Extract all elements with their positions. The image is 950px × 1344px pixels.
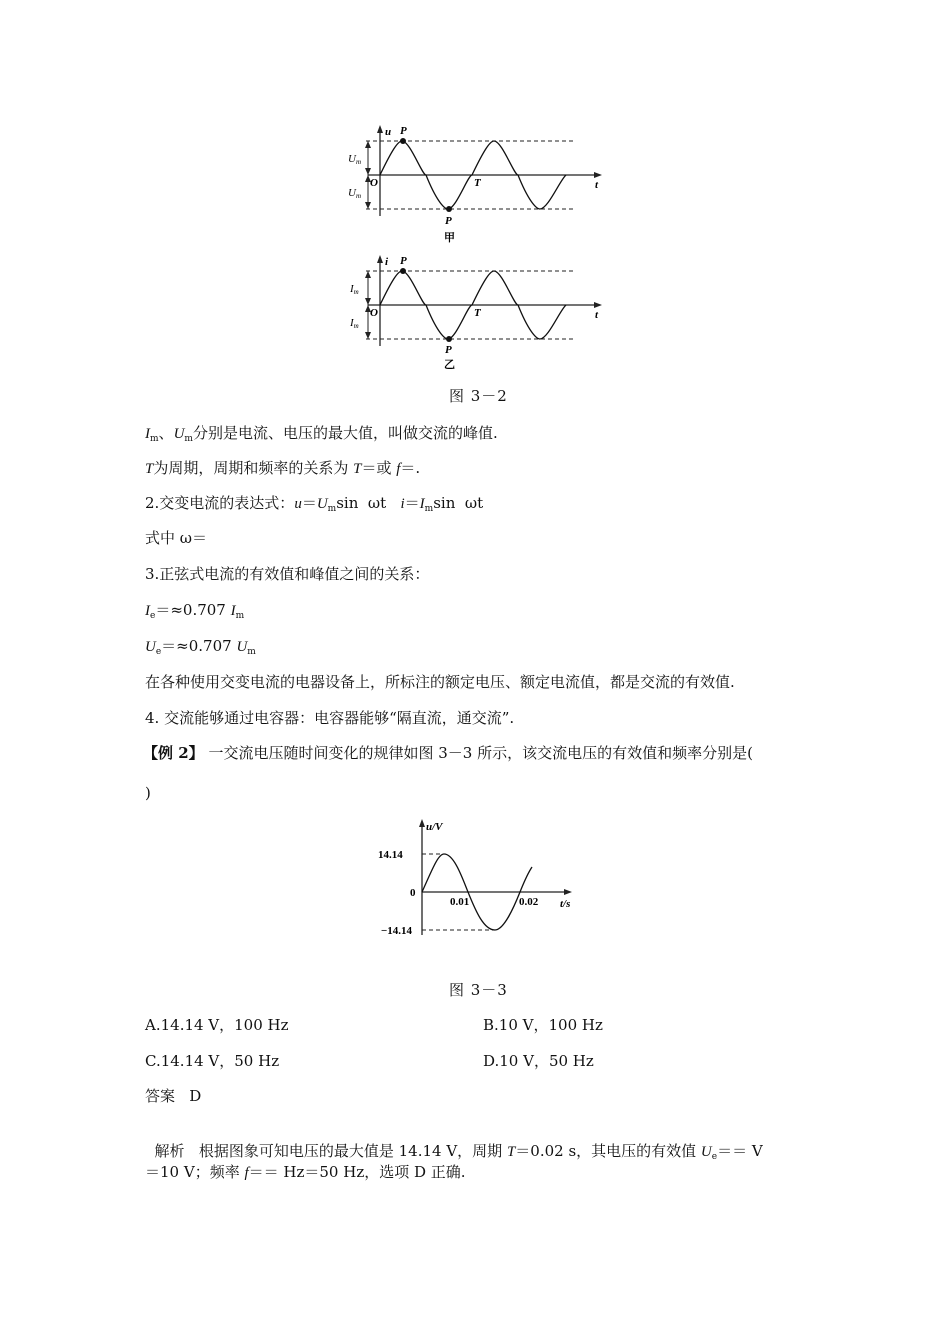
amp-label-top: Um xyxy=(348,153,362,166)
peak-label-top: P xyxy=(400,255,407,267)
origin-label: O xyxy=(370,307,378,319)
analysis-line-2: ＝10 V；频率 f＝＝ Hz＝50 Hz，选项 D 正确. xyxy=(145,1163,466,1181)
y-axis-label: i xyxy=(385,256,389,268)
figure-name: 乙 xyxy=(444,359,455,371)
text-line-current-effective: $I_e=\approx 0.707$ $I_m$ xyxy=(145,601,245,621)
text-line-capacitor: 4. 交流能够通过电容器：电容器能够“隔直流，通交流”. xyxy=(145,709,515,727)
answer-line: 答案 D xyxy=(145,1087,202,1105)
figure-caption-3-2: 图 3－2 xyxy=(449,387,508,405)
example-question: 【例 2】 一交流电压随时间变化的规律如图 3－3 所示，该交流电压的有效值和频率分别是( xyxy=(143,744,753,762)
period-label: T xyxy=(474,177,481,189)
x-axis-label: t/s xyxy=(560,898,571,910)
text-line-rated-values: 在各种使用交变电流的电器设备上，所标注的额定电压、额定电流值，都是交流的有效值. xyxy=(145,673,735,691)
amp-label-top: Im xyxy=(350,283,359,296)
analysis-line-1: 解析 根据图象可知电压的最大值是 14.14 V，周期 T＝0.02 s，其电压的有效值 $U_e== V$ xyxy=(154,1142,763,1162)
figure-voltage-sine xyxy=(340,120,610,250)
example-question-close: ) xyxy=(145,784,151,802)
x-tick-2: 0.02 xyxy=(519,896,539,908)
option-a[interactable]: A.14.14 V，100 Hz xyxy=(145,1016,289,1034)
x-tick-1: 0.01 xyxy=(450,896,470,908)
example-tag: 【例 2】 xyxy=(143,744,204,762)
y-tick-top: 14.14 xyxy=(378,849,403,861)
x-axis-label: t xyxy=(595,309,599,321)
figure-name: 甲 xyxy=(444,232,455,244)
amp-label-bottom: Im xyxy=(350,317,359,330)
figure-voltage-graph xyxy=(370,815,590,945)
text-line-voltage-effective: $U_e=\approx 0.707$ $U_m$ xyxy=(145,637,256,657)
text-line-expression: 2.交变电流的表达式：$u=U_m\sin$ ωt $i=I_m\sin$ ωt xyxy=(145,494,484,514)
y-axis-label: u xyxy=(385,126,392,138)
text-line-peak: $I_m$、$U_m$分别是电流、电压的最大值，叫做交流的峰值. xyxy=(145,424,498,444)
peak-label-bottom: P xyxy=(445,215,452,227)
option-d[interactable]: D.10 V，50 Hz xyxy=(483,1052,594,1070)
figure-current-sine xyxy=(340,250,610,375)
x-axis-label: t xyxy=(595,179,599,191)
option-b[interactable]: B.10 V，100 Hz xyxy=(483,1016,603,1034)
figure-caption-3-3: 图 3－3 xyxy=(449,981,508,999)
text-line-relation: 3.正弦式电流的有效值和峰值之间的关系： xyxy=(145,565,430,583)
text-line-period: T为周期，周期和频率的关系为 T＝或 f＝. xyxy=(145,459,421,477)
peak-label-top: P xyxy=(400,125,407,137)
text-line-omega: 式中 ω＝ xyxy=(145,529,207,547)
y-tick-bottom: −14.14 xyxy=(381,925,413,937)
period-label: T xyxy=(474,307,481,319)
option-c[interactable]: C.14.14 V，50 Hz xyxy=(145,1052,280,1070)
y-axis-label: u/V xyxy=(426,821,443,833)
peak-label-bottom: P xyxy=(445,344,452,356)
y-tick-zero: 0 xyxy=(410,887,416,899)
origin-label: O xyxy=(370,177,378,189)
amp-label-bottom: Um xyxy=(348,187,362,200)
